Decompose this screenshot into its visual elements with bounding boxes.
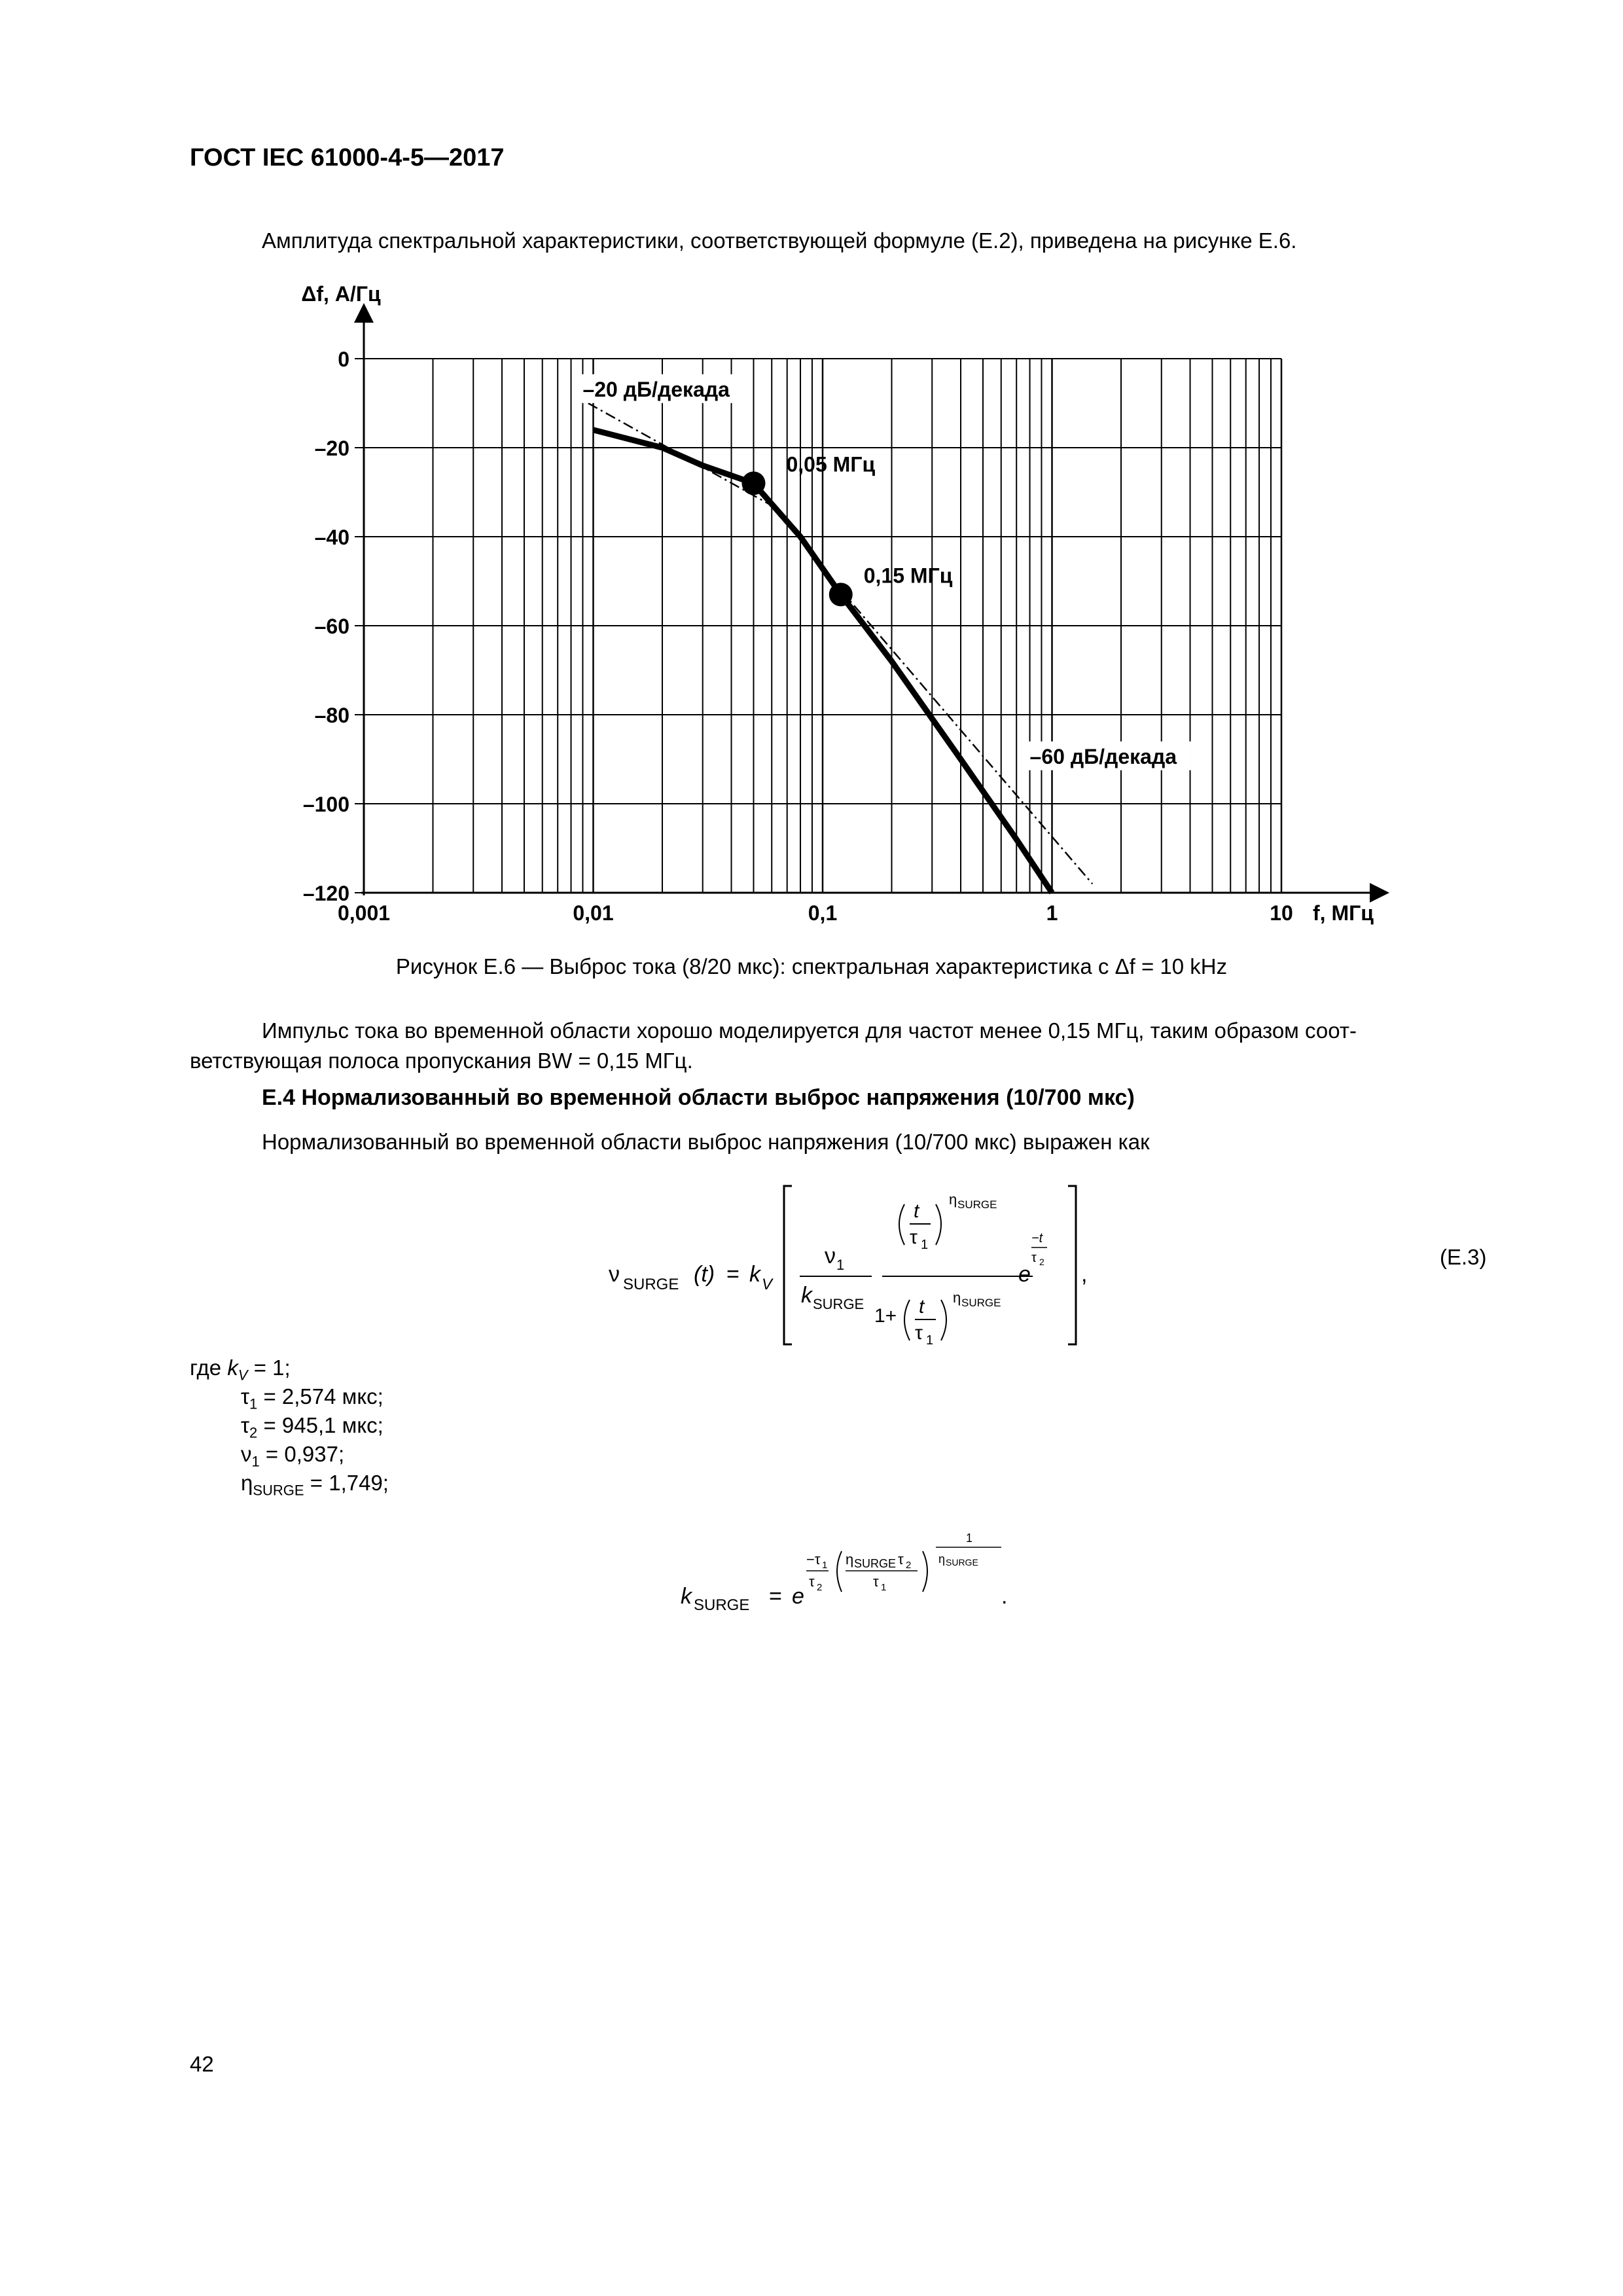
svg-text:SURGE: SURGE xyxy=(813,1296,865,1312)
svg-text:−t: −t xyxy=(1031,1231,1043,1246)
svg-text:2: 2 xyxy=(1039,1257,1044,1267)
svg-text:1: 1 xyxy=(836,1257,845,1273)
svg-text:1+: 1+ xyxy=(874,1305,897,1327)
intro-paragraph: Амплитуда спектральной характеристики, соответствующей формуле (Е.2), приведена на рисунке Е.6. xyxy=(262,228,1297,253)
svg-text:τ: τ xyxy=(915,1322,923,1344)
y-tick-label: –80 xyxy=(314,704,349,727)
svg-text:2: 2 xyxy=(906,1560,912,1571)
svg-text:1: 1 xyxy=(966,1532,973,1545)
x-tick-label: 0,01 xyxy=(573,901,614,925)
svg-text:η: η xyxy=(949,1191,957,1208)
svg-text:τ: τ xyxy=(898,1551,904,1568)
paragraph-line-2: ветствующая полоса пропускания BW = 0,15 МГц. xyxy=(190,1049,693,1073)
svg-text:,: , xyxy=(1081,1262,1088,1287)
figure-caption: Рисунок Е.6 — Выброс тока (8/20 мкс): спектральная характеристика с Δf = 10 kHz xyxy=(395,954,1228,978)
svg-text:e: e xyxy=(1018,1262,1031,1287)
data-point xyxy=(829,583,853,606)
svg-text:(t): (t) xyxy=(694,1262,715,1287)
y-tick-label: –60 xyxy=(314,615,349,638)
asymptote-line xyxy=(841,590,1092,884)
svg-text:V: V xyxy=(762,1276,773,1293)
svg-text:k: k xyxy=(749,1262,760,1287)
svg-text:1: 1 xyxy=(881,1582,887,1593)
x-tick-label: 1 xyxy=(1046,901,1058,925)
variable-definitions: где $k_V = 1$; $\tau_1 = 2,574$ мкс; $\tau_2 = 945,1$ мкс; $\nu_1 = 0,937$; $\eta_{SURGE} = 1,749$; xyxy=(190,1355,389,1499)
data-point xyxy=(741,471,765,495)
x-tick-label: 0,1 xyxy=(808,901,838,925)
equation-number: (E.3) xyxy=(1440,1245,1487,1269)
paragraph-2: Нормализованный во временной области выброс напряжения (10/700 мкс) выражен как xyxy=(262,1130,1150,1154)
ksurge-equation xyxy=(674,1505,1067,1623)
annotation-60db: –60 дБ/декада xyxy=(1029,744,1177,768)
page-number: 42 xyxy=(190,2052,214,2076)
svg-text:τ: τ xyxy=(809,1573,815,1590)
svg-text:t: t xyxy=(919,1296,925,1318)
svg-text:2: 2 xyxy=(817,1582,823,1593)
x-axis-label: f, МГц xyxy=(1313,901,1374,925)
svg-text:SURGE: SURGE xyxy=(946,1557,978,1568)
y-tick-label: –120 xyxy=(302,882,349,905)
svg-text:SURGE: SURGE xyxy=(694,1596,750,1614)
point-label: 0,05 МГц xyxy=(786,452,876,476)
y-tick-label: –20 xyxy=(314,437,349,460)
svg-text:SURGE: SURGE xyxy=(957,1198,997,1211)
x-tick-label: 0,001 xyxy=(337,901,391,925)
y-tick-label: –40 xyxy=(314,526,349,549)
svg-text:η: η xyxy=(846,1551,854,1568)
spectrum-chart xyxy=(0,0,1623,982)
chart-axes xyxy=(355,313,1380,895)
svg-text:η: η xyxy=(938,1552,946,1566)
svg-text:.: . xyxy=(1001,1584,1008,1609)
svg-text:t: t xyxy=(914,1200,919,1222)
y-tick-label: –100 xyxy=(302,793,349,816)
chart-grid xyxy=(364,359,1281,893)
section-heading: Е.4 Нормализованный во временной области выброс напряжения (10/700 мкс) xyxy=(262,1085,1135,1110)
annotation-20db: –20 дБ/декада xyxy=(582,377,730,401)
svg-text:η: η xyxy=(953,1289,961,1306)
svg-text:SURGE: SURGE xyxy=(854,1557,897,1570)
svg-text:1: 1 xyxy=(926,1333,934,1348)
svg-text:1: 1 xyxy=(921,1238,929,1252)
paragraph-line-1: Импульс тока во временной области хорошо моделируется для частот менее 0,15 МГц, таким образом соот- xyxy=(262,1018,1357,1043)
svg-text:−τ: −τ xyxy=(806,1551,821,1568)
eq-nu: ν xyxy=(609,1262,620,1287)
svg-text:k: k xyxy=(801,1283,812,1308)
x-tick-label: 10 xyxy=(1270,901,1293,925)
svg-text:k: k xyxy=(681,1584,692,1609)
svg-text:τ: τ xyxy=(910,1227,918,1248)
svg-text:=: = xyxy=(726,1262,740,1287)
y-axis-label: Δf, А/Гц xyxy=(301,282,381,306)
svg-text:SURGE: SURGE xyxy=(961,1297,1001,1309)
svg-text:τ: τ xyxy=(873,1573,879,1590)
svg-text:ν: ν xyxy=(825,1244,836,1268)
equation-e3 xyxy=(589,1172,1113,1355)
svg-text:e: e xyxy=(792,1584,804,1609)
document-header: ГОСТ IEC 61000-4-5—2017 xyxy=(190,144,505,171)
y-tick-label: 0 xyxy=(338,348,349,371)
svg-text:1: 1 xyxy=(822,1560,828,1571)
svg-text:SURGE: SURGE xyxy=(623,1276,679,1293)
svg-text:τ: τ xyxy=(1031,1251,1037,1265)
point-label: 0,15 МГц xyxy=(863,564,953,588)
svg-text:=: = xyxy=(769,1584,782,1609)
